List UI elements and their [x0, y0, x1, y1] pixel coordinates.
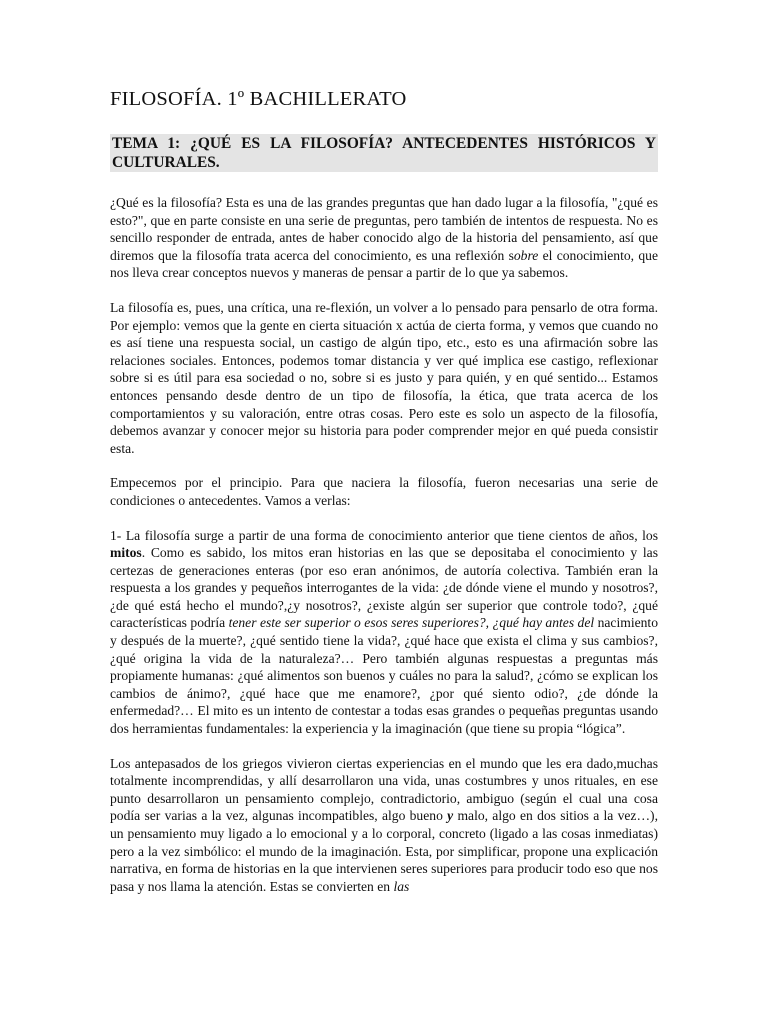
- paragraph-4-text-a: 1- La filosofía surge a partir de una forma de conocimiento anterior que tiene cientos de años, los: [110, 527, 658, 543]
- paragraph-5-text-a: Los antepasados de los griegos vivieron ciertas experiencias en el mundo que les era dado,muchas totalmente incomprendidas, y allí desarrollaron una vida, unas costumbres y unos rituales, en ese punto desarrollaron un pensamiento complejo, contradictorio, ambiguo (según el cual una cosa podía ser varias a la vez, algunas incompatibles, algo bueno: [110, 755, 658, 824]
- page-title: FILOSOFÍA. 1º BACHILLERATO: [110, 88, 407, 110]
- section-heading: TEMA 1: ¿QUÉ ES LA FILOSOFÍA? ANTECEDENTES HISTÓRICOS Y CULTURALES.: [112, 135, 656, 171]
- paragraph-4-bold-mitos: mitos: [110, 545, 142, 561]
- paragraph-5-italic-end: las: [393, 878, 410, 894]
- paragraph-1-text-a: ¿Qué es la filosofía? Esta es una de las grandes preguntas que han dado lugar a la filosofía, "¿qué es esto?", que en parte consiste en una serie de preguntas, pero también de intentos de respuesta. No es sencillo responder de entrada, antes de haber conocido algo de la historia del pensamiento, así que diremos que la filosofía trata acerca del conocimiento, es una reflexión s: [110, 195, 658, 263]
- paragraph-2: La filosofía es, pues, una crítica, una re-flexión, un volver a lo pensado para pensarlo de otra forma. Por ejemplo: vemos que la gente en cierta situación x actúa de cierta forma, y vemos que cuando no es así tiene una respuesta social, un castigo de algún tipo, etc., esto es una afirmación sobre las relaciones sociales. Entonces, podemos tomar distancia y ver qué implica ese castigo, reflexionar sobre si es útil para esa sociedad o no, sobre si es justo y para quién, y en qué sentido... Estamos entonces pensando desde dentro de un tipo de filosofía, la ética, que trata acerca de los comportamientos y su valoración, entre otras cosas. Pero este es solo un aspecto de la filosofía, debemos avanzar y conocer mejor su historia para poder comprender mejor en qué pueda consistir esta.: [110, 299, 658, 456]
- paragraph-4: [110, 527, 658, 738]
- paragraph-5: [110, 755, 658, 896]
- paragraph-4-italic: tener este ser superior o esos seres superiores?, ¿qué hay antes del: [228, 615, 595, 631]
- paragraph-5-bold-italic: y: [447, 808, 454, 824]
- paragraph-3: Empecemos por el principio. Para que naciera la filosofía, fueron necesarias una serie de condiciones o antecedentes. Vamos a verlas:: [110, 475, 658, 508]
- paragraph-1-italic: obre: [513, 247, 539, 263]
- paragraph-1: [110, 194, 658, 282]
- paragraph-1-text-c: el conocimiento, que nos lleva crear conceptos nuevos y maneras de pensar a partir de lo que ya sabemos.: [110, 247, 658, 281]
- paragraph-5-text-c: malo, algo en dos sitios a la vez…), un pensamiento muy ligado a lo emocional y a lo corporal, concreto (ligado a las cosas inmediatas) pero a la vez simbólico: el mundo de la imaginación. Esta, por simplificar, propone una explicación narrativa, en forma de historias en la que intervienen seres superiores para producir todo eso que nos pasa y nos llama la atención. Estas se convierten en: [110, 808, 658, 894]
- document-page: [110, 86, 658, 912]
- paragraph-4-text-c: . Como es sabido, los mitos eran historias en las que se depositaba el conocimiento y las certezas de generaciones enteras (por eso eran anónimos, de autoría colectiva. También eran la respuesta a los grandes y pequeños interrogantes de la vida: ¿de dónde viene el mundo y nosotros?, ¿de qué está hecho el mundo?,¿y nosotros?, ¿existe algún ser superior que controle todo?, ¿qué características podría: [110, 545, 658, 631]
- paragraph-4-text-e: nacimiento y después de la muerte?, ¿qué sentido tiene la vida?, ¿qué hace que exista el clima y sus cambios?, ¿qué origina la vida de la naturaleza?… Pero también algunas respuestas a preguntas más propiamente humanas: ¿qué alimentos son buenos y cuáles no para la salud?, ¿cómo se explican los cambios de ánimo?, ¿qué hace que me enamore?, ¿por qué siento odio?, ¿de dónde la enfermedad?… El mito es un intento de contestar a todas esas grandes o pequeñas preguntas usando dos herramientas fundamentales: la experiencia y la imaginación (que tiene su propia “lógica”.: [110, 615, 658, 737]
